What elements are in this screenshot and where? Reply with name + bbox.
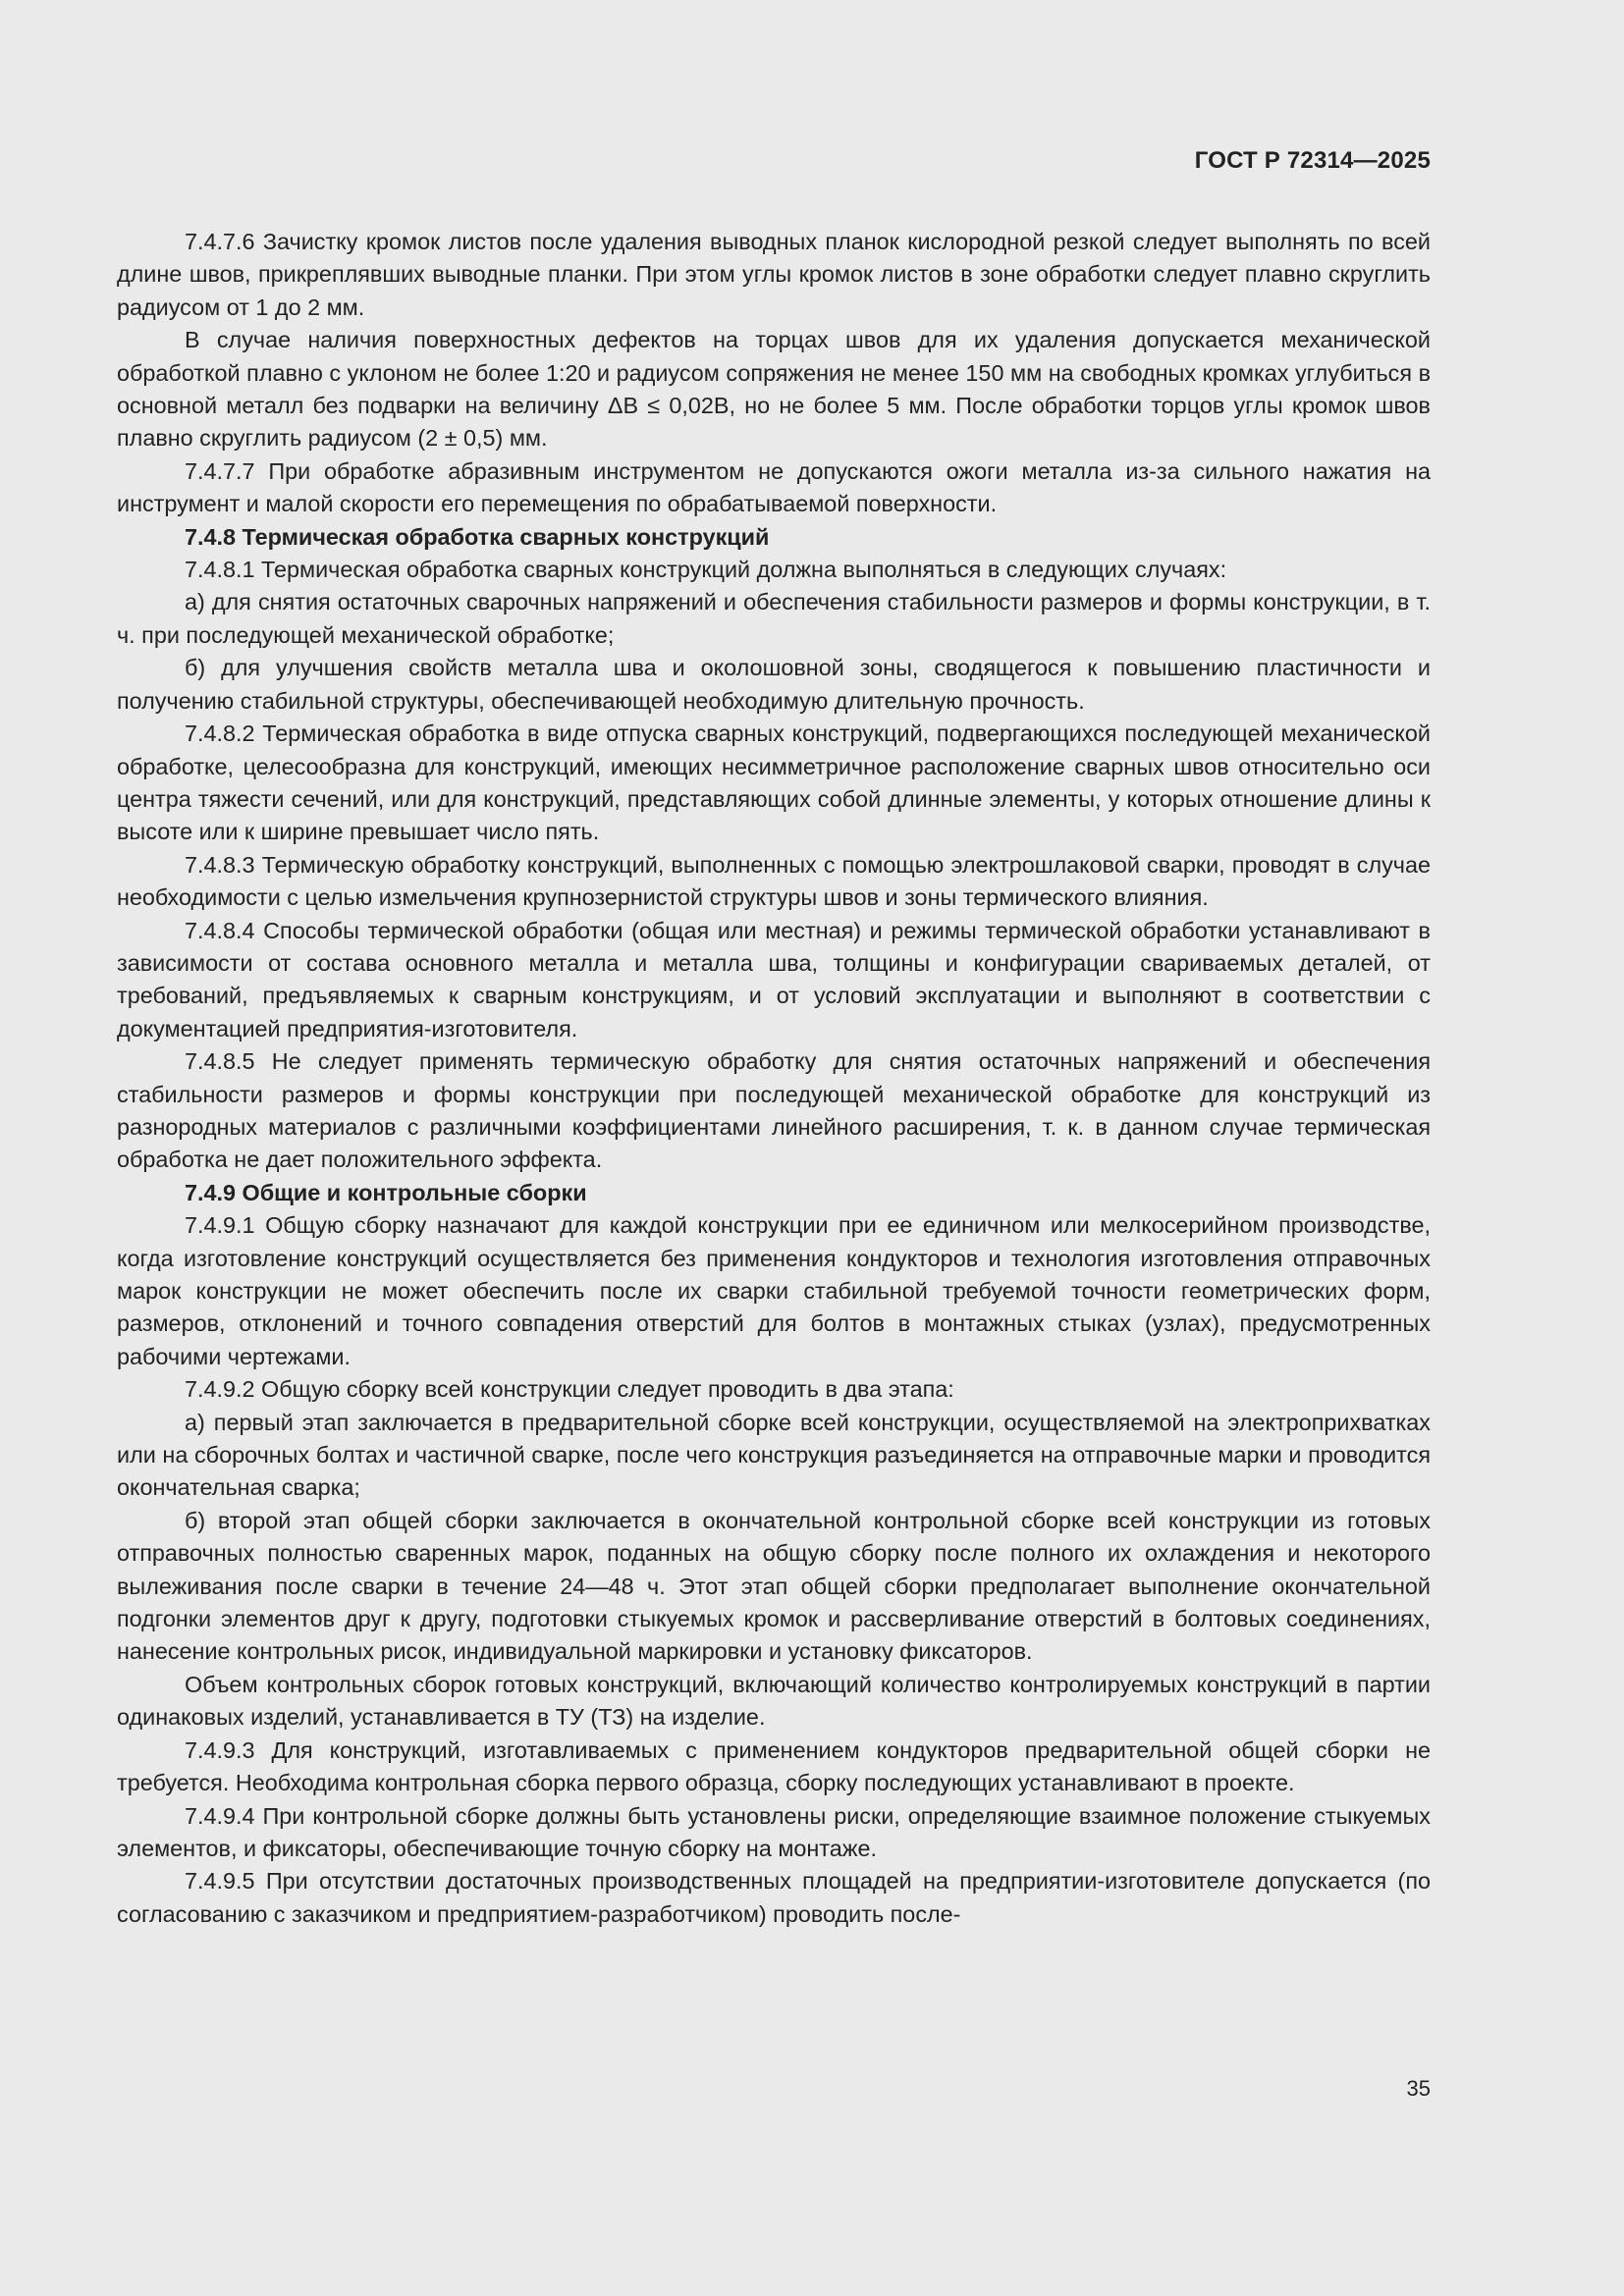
page-number: 35 xyxy=(1406,2076,1431,2101)
body-paragraph: 7.4.9.1 Общую сборку назначают для каждой конструкции при ее единичном или мелкосерийном производстве, когда изготовление конструкций осуществляется без применения кондукторов и технология изготовления отправочных марок конструкции не может обеспечить после их сварки стабильной требуемой точности геометрических форм, размеров, отклонений и точного совпадения отверстий для болтов в монтажных стыках (узлах), предусмотренных рабочими чертежами. xyxy=(117,1212,1431,1369)
document-standard-id: ГОСТ Р 72314—2025 xyxy=(1194,147,1431,174)
document-body xyxy=(117,226,1431,1931)
section-heading: 7.4.8 Термическая обработка сварных конструкций xyxy=(185,523,770,550)
body-paragraph: Объем контрольных сборок готовых конструкций, включающий количество контролируемых конструкций в партии одинаковых изделий, устанавливается в ТУ (ТЗ) на изделие. xyxy=(117,1671,1431,1731)
body-paragraph: 7.4.9.5 При отсутствии достаточных производственных площадей на предприятии-изготовителе допускается (по согласованию с заказчиком и предприятием-разработчиком) проводить после- xyxy=(117,1868,1431,1927)
body-paragraph: б) второй этап общей сборки заключается в окончательной контрольной сборке всей конструкции из готовых отправочных полностью сваренных марок, поданных на общую сборку после полного их охлаждения и некоторого вылеживания после сварки в течение 24—48 ч. Этот этап общей сборки предполагает выполнение окончательной подгонки элементов друг к другу, подготовки стыкуемых кромок и рассверливание отверстий в болтовых соединениях, нанесение контрольных рисок, индивидуальной маркировки и установку фиксаторов. xyxy=(117,1507,1431,1665)
body-paragraph: 7.4.8.5 Не следует применять термическую обработку для снятия остаточных напряжений и обеспечения стабильности размеров и формы конструкции при последующей механической обработке для конструкций из разнородных материалов с различными коэффициентами линейного расширения, т. к. в данном случае термическая обработка не дает положительного эффекта. xyxy=(117,1048,1431,1173)
body-paragraph: 7.4.8.3 Термическую обработку конструкций, выполненных с помощью электрошлаковой сварки, проводят в случае необходимости с целью измельчения крупнозернистой структуры швов и зоны термического влияния. xyxy=(117,851,1431,911)
body-paragraph: 7.4.8.4 Способы термической обработки (общая или местная) и режимы термической обработки устанавливают в зависимости от состава основного металла и металла шва, толщины и конфигурации свариваемых деталей, от требований, предъявляемых к сварным конструкциям, и от условий эксплуатации и выполняют в соответствии с документацией предприятия-изготовителя. xyxy=(117,917,1431,1041)
body-paragraph: а) первый этап заключается в предварительной сборке всей конструкции, осуществляемой на электроприхватках или на сборочных болтах и частичной сварке, после чего конструкция разъединяется на отправочные марки и проводится окончательная сварка; xyxy=(117,1409,1431,1501)
body-paragraph: 7.4.9.4 При контрольной сборке должны быть установлены риски, определяющие взаимное положение стыкуемых элементов, и фиксаторы, обеспечивающие точную сборку на монтаже. xyxy=(117,1802,1431,1861)
body-paragraph: 7.4.7.6 Зачистку кромок листов после удаления выводных планок кислородной резкой следует выполнять по всей длине швов, прикреплявших выводные планки. При этом углы кромок листов в зоне обработки следует плавно скруглить радиусом от 1 до 2 мм. xyxy=(117,229,1431,320)
body-paragraph: 7.4.9.3 Для конструкций, изготавливаемых с применением кондукторов предварительной общей сборки не требуется. Необходима контрольная сборка первого образца, сборку последующих устанавливают в проекте. xyxy=(117,1736,1431,1796)
body-paragraph: В случае наличия поверхностных дефектов на торцах швов для их удаления допускается механической обработкой плавно с уклоном не более 1:20 и радиусом сопряжения не менее 150 мм на свободных кромках углубиться в основной металл без подварки на величину ΔB ≤ 0,02B, но не более 5 мм. После обработки торцов углы кромок швов плавно скруглить радиусом (2 ± 0,5) мм. xyxy=(117,327,1431,452)
body-paragraph: а) для снятия остаточных сварочных напряжений и обеспечения стабильности размеров и формы конструкции, в т. ч. при последующей механической обработке; xyxy=(117,589,1431,648)
section-heading: 7.4.9 Общие и контрольные сборки xyxy=(185,1179,587,1205)
body-paragraph: 7.4.7.7 При обработке абразивным инструментом не допускаются ожоги металла из-за сильного нажатия на инструмент и малой скорости его перемещения по обрабатываемой поверхности. xyxy=(117,457,1431,517)
body-paragraph: 7.4.9.2 Общую сборку всей конструкции следует проводить в два этапа: xyxy=(185,1376,954,1403)
body-paragraph: 7.4.8.2 Термическая обработка в виде отпуска сварных конструкций, подвергающихся последующей механической обработке, целесообразна для конструкций, имеющих несимметричное расположение сварных швов относительно оси центра тяжести сечений, или для конструкций, представляющих собой длинные элементы, у которых отношение длины к высоте или к ширине превышает число пять. xyxy=(117,721,1431,845)
body-paragraph: б) для улучшения свойств металла шва и околошовной зоны, сводящегося к повышению пластичности и получению стабильной структуры, обеспечивающей необходимую длительную прочность. xyxy=(117,655,1431,714)
body-paragraph: 7.4.8.1 Термическая обработка сварных конструкций должна выполняться в следующих случаях: xyxy=(185,557,1227,583)
